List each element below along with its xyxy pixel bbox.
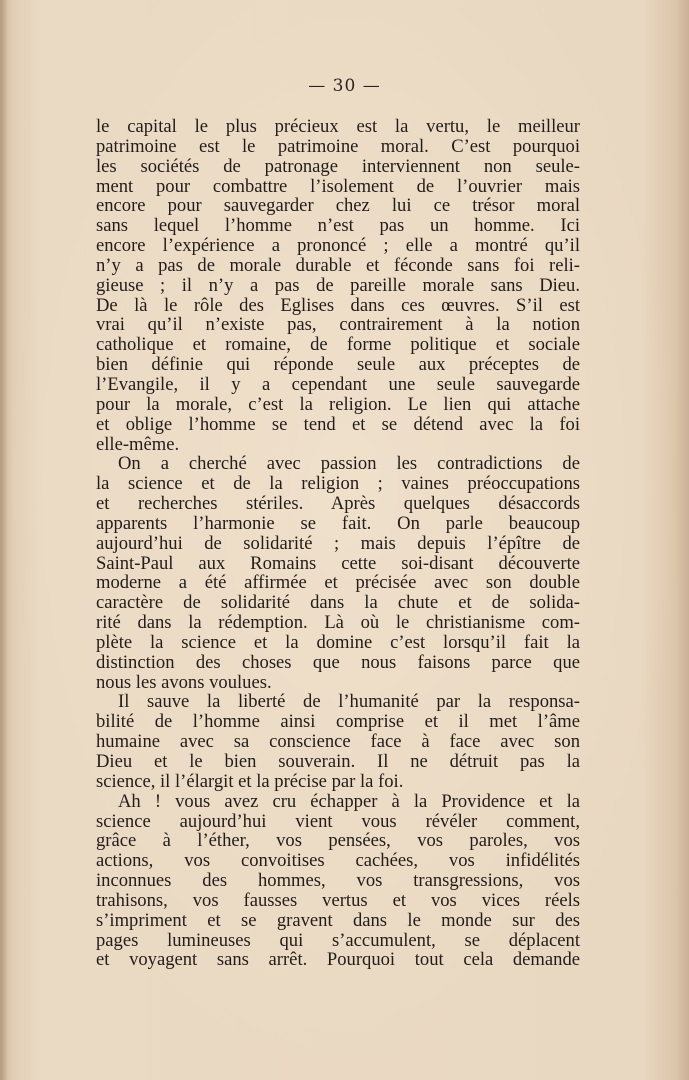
text-line: patrimoine est le patrimoine moral. C’est pourquoi xyxy=(96,135,580,157)
text-line: encore l’expérience a prononcé ; elle a montré qu’il xyxy=(96,235,580,257)
text-line: les sociétés de patronage interviennent non seule- xyxy=(96,155,580,177)
text-line: le capital le plus précieux est la vertu, le meilleur xyxy=(96,116,580,137)
text-line: bilité de l’homme ainsi comprise et il met l’âme xyxy=(96,711,580,733)
text-line: aujourd’hui de solidarité ; mais depuis l’épître de xyxy=(96,532,580,554)
text-line: l’Evangile, il y a cependant une seule sauvegarde xyxy=(96,373,580,395)
text-line: grâce à l’éther, vos pensées, vos paroles, vos xyxy=(96,830,580,852)
text-line: pages lumineuses qui s’accumulent, se déplacent xyxy=(96,929,580,951)
text-line: Ah ! vous avez cru échapper à la Providence et la xyxy=(118,790,580,812)
text-line: bien définie qui réponde seule aux préceptes de xyxy=(96,354,580,376)
text-line: s’impriment et se gravent dans le monde sur des xyxy=(96,909,580,931)
text-line: rité dans la rédemption. Là où le christianisme com- xyxy=(96,612,580,634)
text-line: moderne a été affirmée et précisée avec son double xyxy=(96,572,580,594)
text-line: distinction des choses que nous faisons parce que xyxy=(96,651,580,673)
text-line: vrai qu’il n’existe pas, contrairement à la notion xyxy=(96,314,580,336)
text-line: plète la science et la domine c’est lorsqu’il fait la xyxy=(96,631,580,653)
text-line: n’y a pas de morale durable et féconde sans foi reli- xyxy=(96,254,580,276)
text-line: encore pour sauvegarder chez lui ce trésor moral xyxy=(96,195,580,217)
text-line: et voyagent sans arrêt. Pourquoi tout cela demande xyxy=(96,949,580,971)
text-line: gieuse ; il n’y a pas de pareille morale sans Dieu. xyxy=(96,274,580,296)
paragraph-4 xyxy=(96,792,580,971)
text-line: On a cherché avec passion les contradictions de xyxy=(118,453,580,475)
paragraph-3 xyxy=(96,692,580,791)
text-line: pour la morale, c’est la religion. Le lien qui attache xyxy=(96,393,580,415)
body-text xyxy=(96,117,580,970)
text-line: apparents l’harmonie se fait. On parle beaucoup xyxy=(96,512,580,534)
text-line: trahisons, vos fausses vertus et vos vices réels xyxy=(96,889,580,911)
text-line: nous les avons voulues. xyxy=(96,671,272,693)
text-line: sans lequel l’homme n’est pas un homme. Ici xyxy=(96,215,580,237)
text-line: et oblige l’homme se tend et se détend avec la foi xyxy=(96,413,580,435)
paragraph-2 xyxy=(96,454,580,692)
page-spine-shadow xyxy=(0,0,8,1080)
text-line: actions, vos convoitises cachées, vos infidélités xyxy=(96,850,580,872)
text-line: la science et de la religion ; vaines préoccupations xyxy=(96,473,580,495)
text-line: science aujourd’hui vient vous révéler comment, xyxy=(96,810,580,832)
text-line: inconnues des hommes, vos transgressions, vos xyxy=(96,870,580,892)
text-line: et recherches stériles. Après quelques désaccords xyxy=(96,493,580,515)
page-number: — 30 — xyxy=(308,76,381,96)
text-line: Saint-Paul aux Romains cette soi-disant découverte xyxy=(96,552,580,574)
text-line: humaine avec sa conscience face à face avec son xyxy=(96,731,580,753)
text-line: elle-même. xyxy=(96,433,180,455)
text-line: ment pour combattre l’isolement de l’ouvrier mais xyxy=(96,175,580,197)
text-line: science, il l’élargit et la précise par la foi. xyxy=(96,770,404,792)
text-line: Dieu et le bien souverain. Il ne détruit pas la xyxy=(96,751,580,772)
paragraph-1 xyxy=(96,117,580,454)
text-line: Il sauve la liberté de l’humanité par la responsa- xyxy=(118,691,580,713)
text-line: catholique et romaine, de forme politique et sociale xyxy=(96,334,580,356)
text-line: De là le rôle des Eglises dans ces œuvres. S’il est xyxy=(96,294,580,316)
text-line: caractère de solidarité dans la chute et de solida- xyxy=(96,592,580,614)
